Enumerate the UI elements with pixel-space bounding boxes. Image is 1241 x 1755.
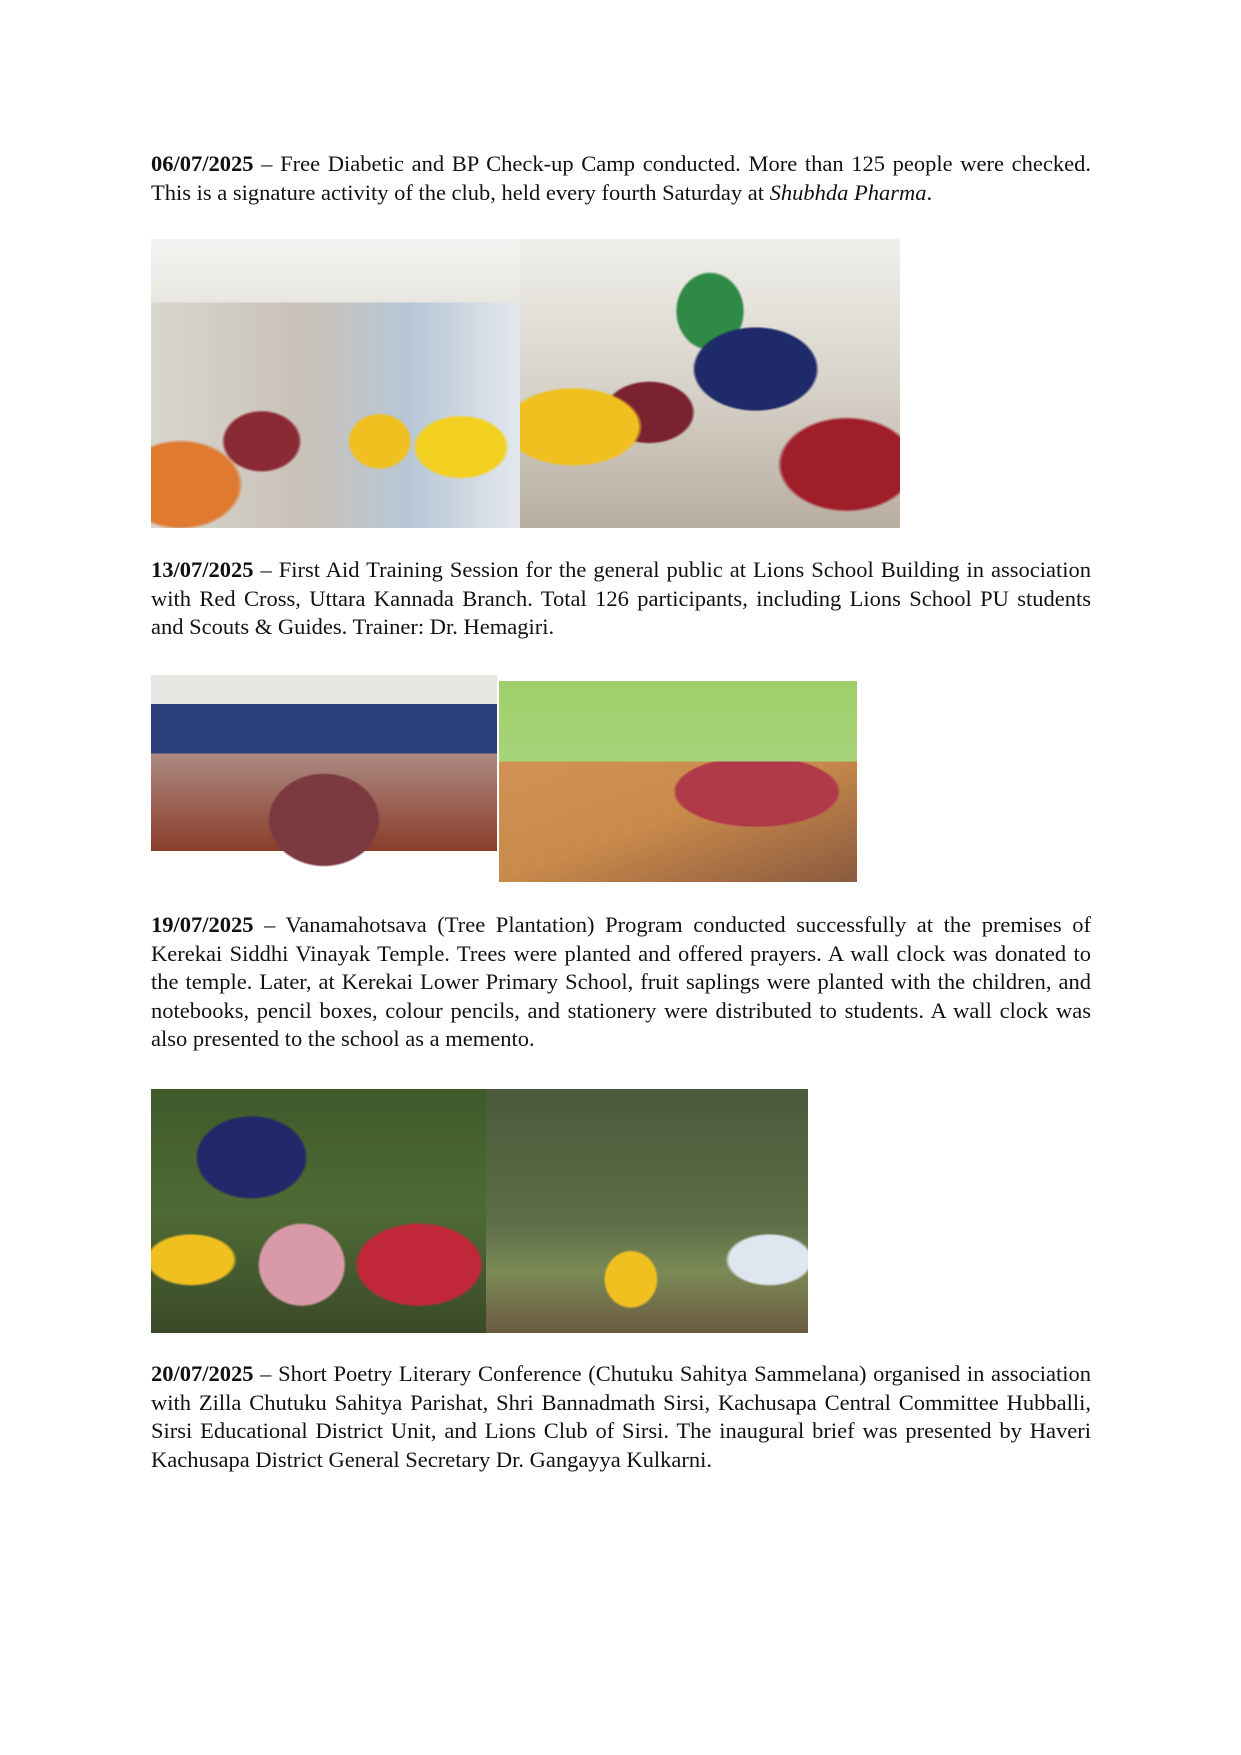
venue-name: Shubhda Pharma bbox=[769, 179, 927, 205]
photo-first-aid-session bbox=[499, 681, 857, 882]
entry-date: 06/07/2025 bbox=[151, 151, 254, 176]
entry-text: First Aid Training Session for the general public at Lions School Building in association with Red Cross, Uttara Kannada Branch. Total 126 participants, including Lions School PU students and Scouts & Guides. Trainer: Dr. Hemagiri. bbox=[151, 557, 1092, 640]
entry-date: 20/07/2025 bbox=[151, 1361, 254, 1386]
photo-tree-plantation-school bbox=[486, 1089, 808, 1333]
photo-tree-plantation-temple bbox=[151, 1089, 486, 1333]
entry-first-aid: 13/07/2025 – First Aid Training Session for the general public at Lions School Building in association with Red Cross, Uttara Kannada Branch. Total 126 participants, including Lions School PU students and Scouts & Guides. Trainer: Dr. Hemagiri. bbox=[151, 557, 1092, 640]
entry-poetry-conference: 20/07/2025 – Short Poetry Literary Conference (Chutuku Sahitya Sammelana) organised in association with Zilla Chutuku Sahitya Parishat, Shri Bannadmath Sirsi, Kachusapa Central Committee Hubballi, Sirsi Educational District Unit, and Lions Club of Sirsi. The inaugural brief was presented by Haveri Kachusapa District General Secretary Dr. Gangayya Kulkarni. bbox=[151, 1361, 1092, 1472]
photo-first-aid-inauguration bbox=[151, 675, 497, 882]
entry-text: Free Diabetic and BP Check-up Camp conducted. More than 125 people were checked. This is a signature activity of the club, held every fourth Saturday at bbox=[151, 151, 1092, 205]
entry-text: Short Poetry Literary Conference (Chutuku Sahitya Sammelana) organised in association with Zilla Chutuku Sahitya Parishat, Shri Bannadmath Sirsi, Kachusapa Central Committee Hubballi, Sirsi Educational District Unit, and Lions Club of Sirsi. The inaugural brief was presented by Haveri Kachusapa District General Secretary Dr. Gangayya Kulkarni. bbox=[151, 1361, 1092, 1472]
entry-diabetic-camp: 06/07/2025 – Free Diabetic and BP Check-up Camp conducted. More than 125 people were checked. This is a signature activity of the club, held every fourth Saturday at Shubhda Pharma. bbox=[151, 151, 1092, 205]
photo-checkup-camp-store bbox=[151, 239, 520, 528]
entry-tree-plantation: 19/07/2025 – Vanamahotsava (Tree Plantation) Program conducted successfully at the premises of Kerekai Siddhi Vinayak Temple. Trees were planted and offered prayers. A wall clock was donated to the temple. Later, at Kerekai Lower Primary School, fruit saplings were planted with the children, and notebooks, pencil boxes, colour pencils, and stationery were distributed to students. A wall clock was also presented to the school as a memento. bbox=[151, 912, 1091, 1052]
entry-date: 13/07/2025 bbox=[151, 557, 254, 582]
entry-date: 19/07/2025 bbox=[151, 912, 254, 937]
photo-checkup-camp-banner bbox=[520, 239, 900, 528]
entry-text: Vanamahotsava (Tree Plantation) Program conducted successfully at the premises of Kerekai Siddhi Vinayak Temple. Trees were planted and offered prayers. A wall clock was donated to the temple. Later, at Kerekai Lower Primary School, fruit saplings were planted with the children, and notebooks, pencil boxes, colour pencils, and stationery were distributed to students. A wall clock was also presented to the school as a memento. bbox=[151, 912, 1091, 1052]
